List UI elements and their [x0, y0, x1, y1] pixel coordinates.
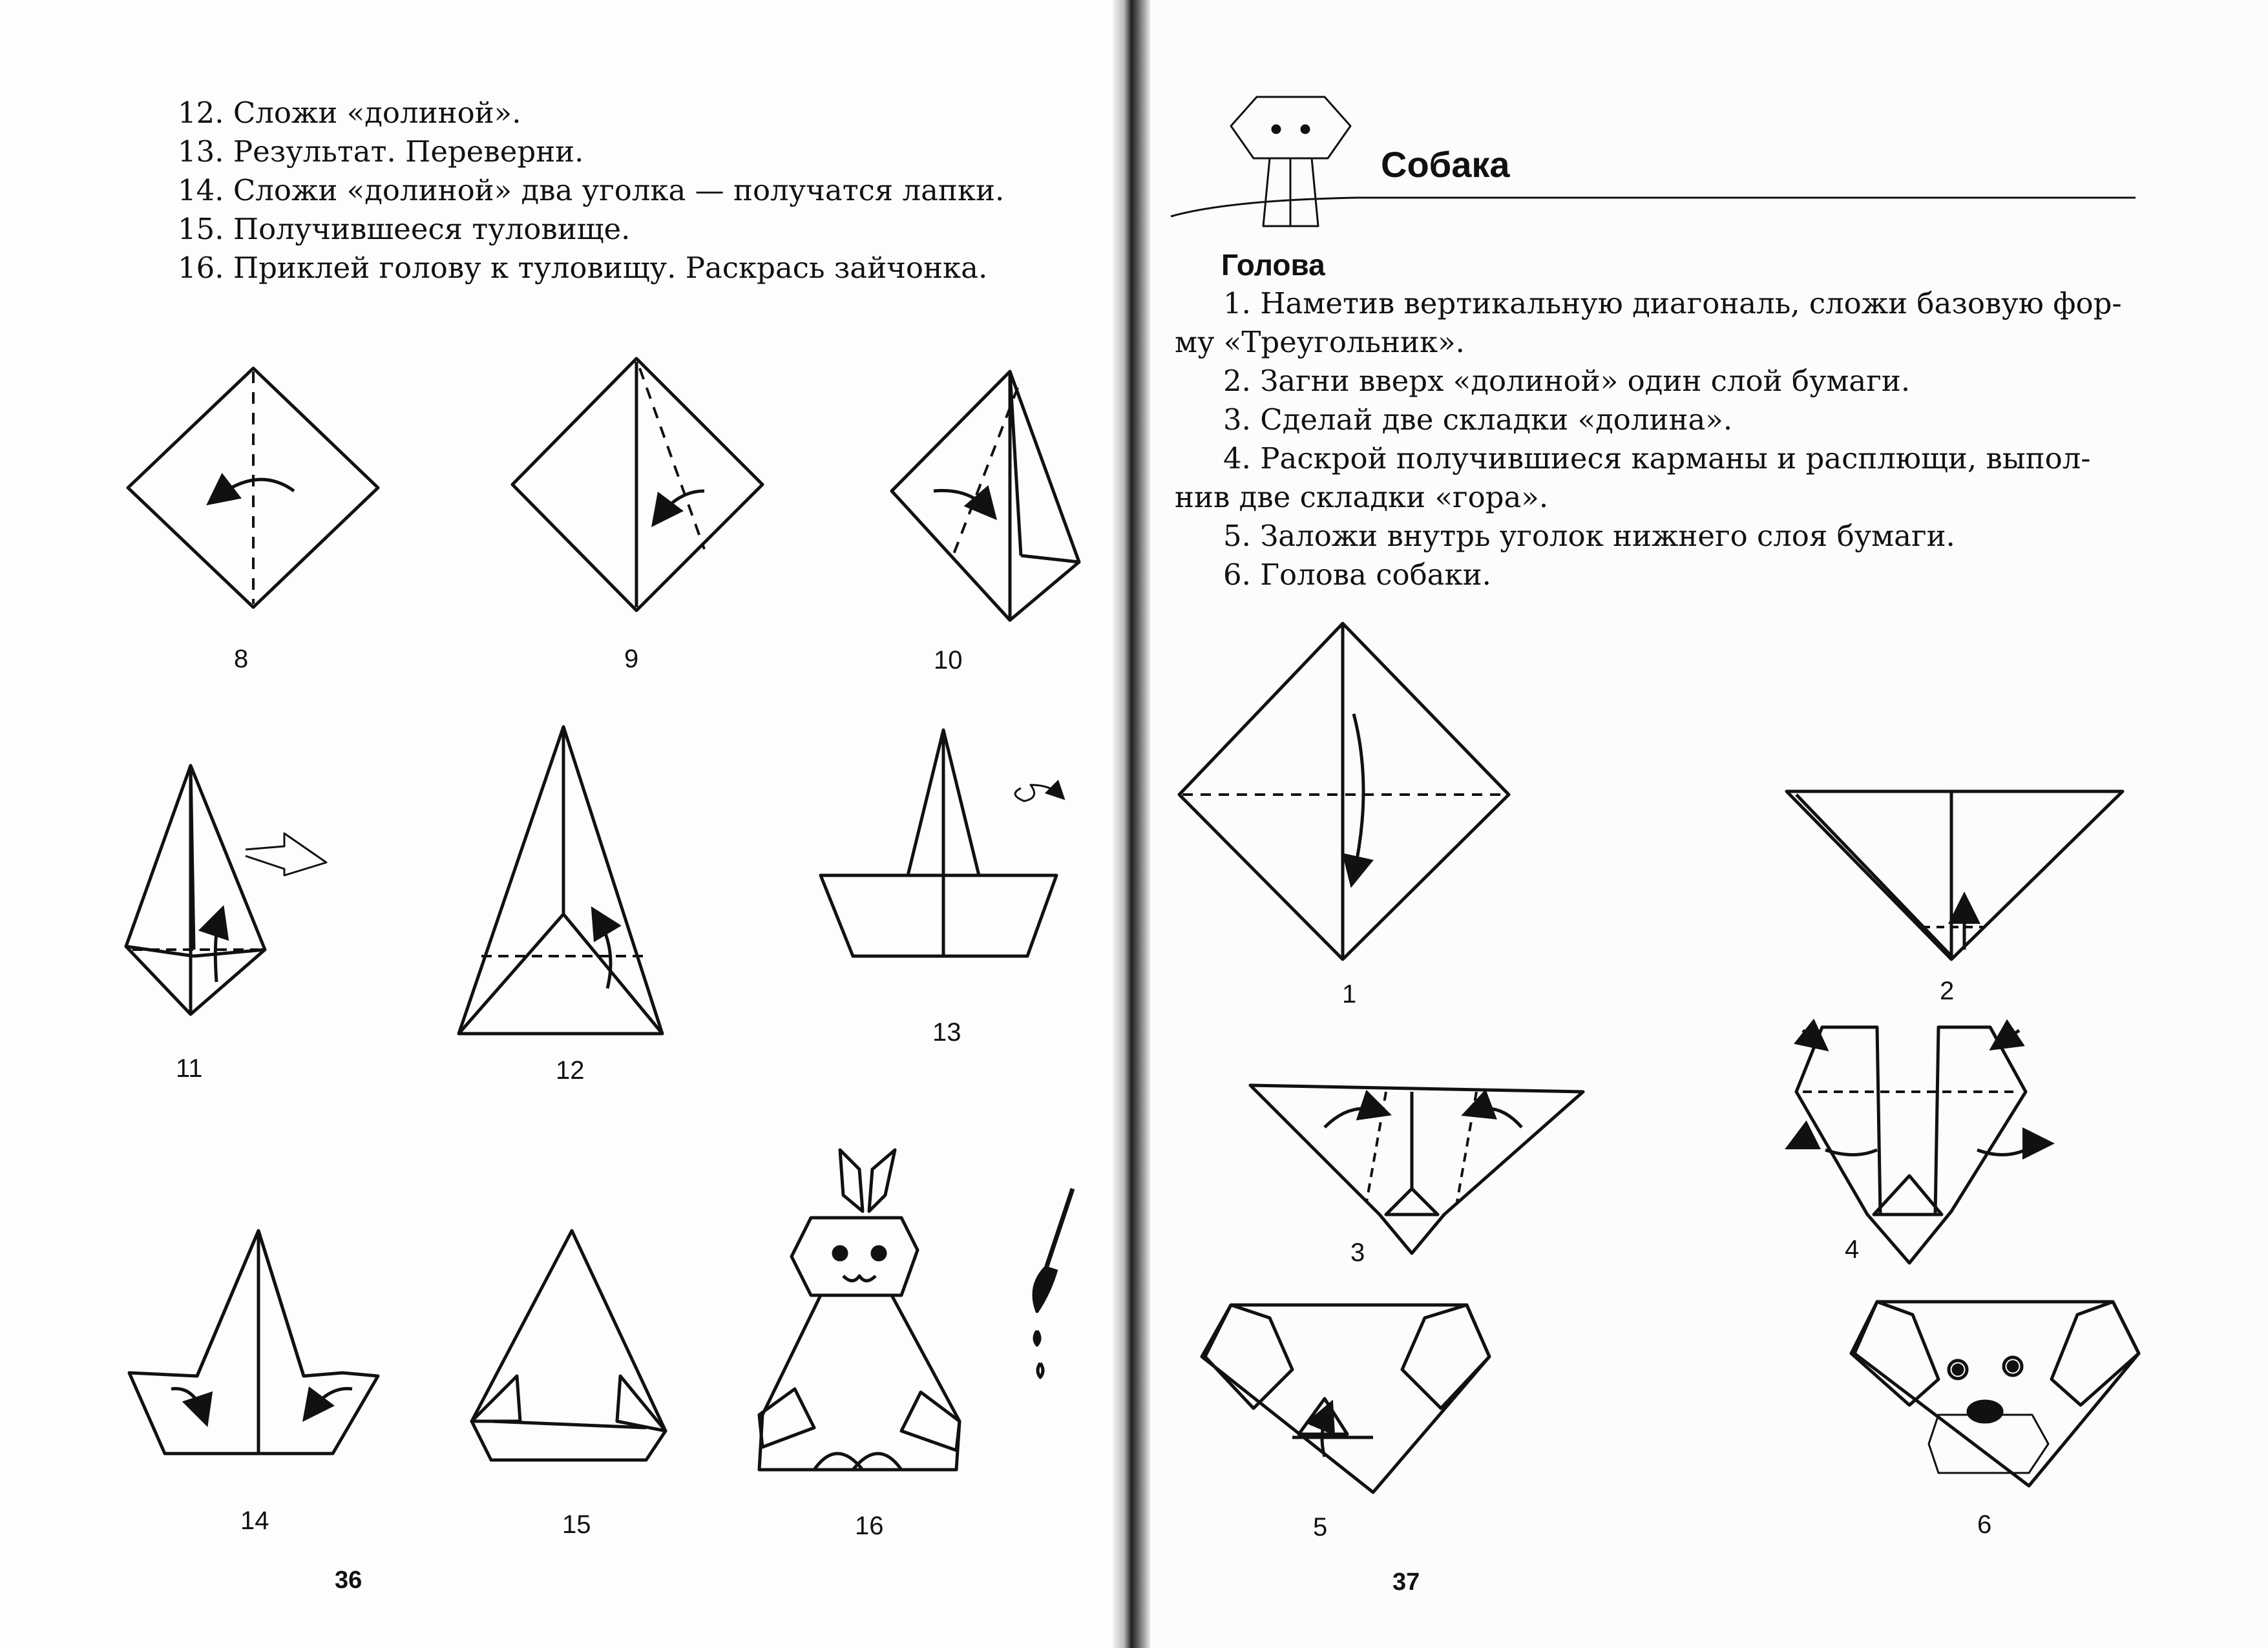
figure-label-3: 3: [1350, 1238, 1365, 1267]
diagram-step-8: [128, 368, 378, 607]
section-heading: Голова: [1221, 248, 1325, 282]
diagram-step-11: [126, 766, 326, 1014]
figure-label-12: 12: [556, 1056, 585, 1085]
instruction-line: 3. Сделай две складки «долина».: [1223, 402, 1733, 437]
instruction-line: 4. Раскрой получившиеся карманы и расплющи, выпол-: [1223, 441, 2091, 475]
figure-label-8: 8: [234, 645, 249, 673]
page-number-right: 37: [1392, 1569, 1420, 1596]
paintbrush-icon: [1034, 1189, 1073, 1377]
page-number-left: 36: [335, 1567, 362, 1594]
figure-label-15: 15: [562, 1510, 591, 1539]
figure-label-13: 13: [932, 1018, 961, 1047]
figure-label-6: 6: [1977, 1510, 1992, 1539]
diagram-step-12: [459, 727, 662, 1034]
figure-label-4: 4: [1845, 1235, 1860, 1264]
instruction-line: 16. Приклей голову к туловищу. Раскрась зайчонка.: [178, 251, 988, 285]
instruction-line: 13. Результат. Переверни.: [178, 134, 584, 169]
instruction-line: 14. Сложи «долиной» два уголка — получатся лапки.: [178, 173, 1005, 207]
diagram-dog-step-5: [1202, 1305, 1489, 1492]
instruction-line: 2. Загни вверх «долиной» один слой бумаги.: [1223, 364, 1911, 398]
diagram-dog-step-4: [1796, 1027, 2042, 1263]
diagram-dog-step-2: [1787, 791, 2123, 959]
page-title: Собака: [1381, 144, 1510, 185]
instruction-line: му «Треугольник».: [1175, 325, 1465, 359]
bunny-illustration: [759, 1150, 960, 1470]
instruction-line: нив две складки «гора».: [1175, 480, 1549, 514]
instruction-line: 12. Сложи «долиной».: [178, 96, 521, 130]
instruction-line: 1. Наметив вертикальную диагональ, сложи базовую фор-: [1223, 286, 2122, 320]
instruction-line: 5. Заложи внутрь уголок нижнего слоя бумаги.: [1223, 519, 1955, 553]
diagram-step-14: [129, 1231, 378, 1454]
diagram-step-10: [892, 371, 1079, 620]
instruction-line: 6. Голова собаки.: [1223, 558, 1491, 592]
figure-label-16: 16: [855, 1512, 884, 1540]
diagram-dog-step-1: [1179, 623, 1509, 959]
figure-label-2: 2: [1940, 977, 1955, 1005]
diagram-step-9: [512, 359, 762, 610]
figure-label-10: 10: [934, 646, 963, 674]
figure-label-9: 9: [624, 645, 639, 673]
diagram-step-13: [821, 730, 1060, 956]
figure-label-1: 1: [1342, 980, 1357, 1008]
diagram-dog-step-6: [1851, 1302, 2139, 1486]
dog-origami-icon: [1231, 97, 1350, 226]
figure-label-14: 14: [240, 1507, 269, 1535]
figure-label-11: 11: [176, 1054, 203, 1083]
instruction-line: 15. Получившееся туловище.: [178, 212, 631, 246]
figure-label-5: 5: [1313, 1513, 1328, 1541]
diagram-dog-step-3: [1250, 1085, 1583, 1253]
diagram-step-15: [472, 1231, 666, 1460]
